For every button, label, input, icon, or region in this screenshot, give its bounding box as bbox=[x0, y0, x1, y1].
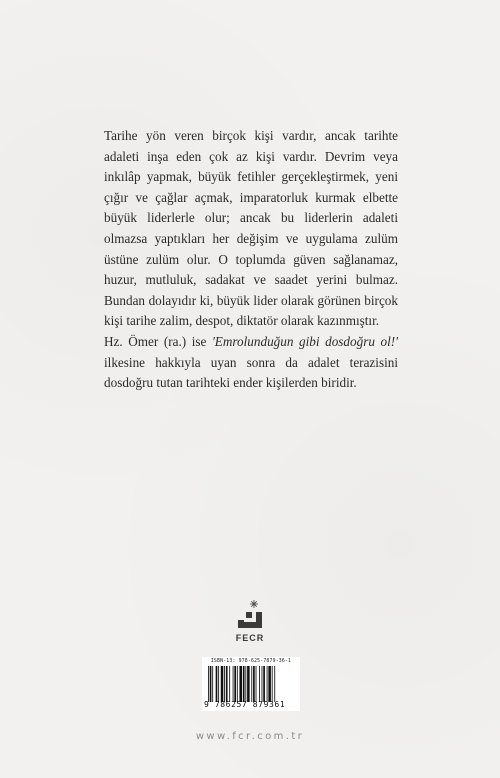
blurb-paragraph-2 bbox=[104, 332, 398, 394]
publisher-website[interactable]: www.fcr.com.tr bbox=[195, 731, 305, 742]
publisher-logo bbox=[226, 598, 274, 644]
barcode-bar bbox=[224, 666, 225, 702]
blurb-p2-lead: Hz. Ömer (ra.) ise bbox=[104, 333, 212, 349]
barcode-bar bbox=[234, 666, 236, 702]
barcode-bar bbox=[262, 666, 263, 702]
barcode-bar bbox=[237, 666, 238, 702]
barcode-bar bbox=[251, 666, 252, 702]
barcode-bar bbox=[226, 666, 228, 702]
barcode-bar bbox=[212, 666, 213, 702]
blurb-text bbox=[104, 126, 398, 394]
barcode-bar bbox=[216, 666, 218, 702]
fecr-logo-icon bbox=[226, 598, 274, 644]
barcode-bar bbox=[239, 666, 242, 702]
barcode-bar bbox=[263, 666, 265, 702]
ean-digits: 9 786257 879361 bbox=[204, 700, 286, 709]
barcode-bar bbox=[208, 666, 209, 702]
barcode-bar bbox=[247, 666, 250, 702]
barcode-bar bbox=[243, 666, 245, 702]
barcode-bar bbox=[272, 666, 273, 702]
barcode-bar bbox=[253, 666, 255, 702]
barcode-bar bbox=[267, 666, 268, 702]
barcode-bar bbox=[245, 666, 246, 702]
isbn-label: ISBN-13: 978-625-7879-36-1 bbox=[210, 659, 292, 664]
barcode-bar bbox=[274, 666, 275, 702]
barcode-bar bbox=[218, 666, 219, 702]
blurb-paragraph-1: Tarihe yön veren birçok kişi vardır, ancak tarihte adaleti inşa eden çok az kişi vardır. Devrim veya inkılâp yapmak, büyük fetihler gerçekleştirmek, yeni çığır ve çağlar açmak, imparatorluk kurmak elbette büyük liderlerle olur; ancak bu liderlerin adaleti olmazsa yaptıkları her değişim ve uygulama zulüm üstüne zulüm olur. O toplumda güven sağlanamaz, huzur, mutluluk, sadakat ve saadet yerini bulmaz. Bundan dolayıdır ki, büyük lider olarak görünen birçok kişi tarihe zalim, despot, diktatör olarak kazınmıştır. bbox=[104, 128, 398, 329]
barcode-bar bbox=[233, 666, 234, 702]
blurb-quote: 'Emrolunduğun gibi dosdoğru ol!' bbox=[211, 333, 398, 349]
blurb-p2-tail: ilkesine hakkıyla uyan sonra da adalet terazisini dosdoğru tutan tarihteki ender kişilerden biridir. bbox=[104, 354, 398, 391]
publisher-name: FECR bbox=[235, 633, 265, 643]
barcode-bar bbox=[256, 666, 257, 702]
barcode-bar bbox=[229, 666, 230, 702]
barcode-bar bbox=[221, 666, 224, 702]
isbn-barcode bbox=[202, 657, 300, 711]
barcode-bar bbox=[268, 666, 271, 702]
barcode-bars bbox=[208, 666, 296, 702]
barcode-bar bbox=[259, 666, 260, 702]
barcode-bar bbox=[210, 666, 212, 702]
